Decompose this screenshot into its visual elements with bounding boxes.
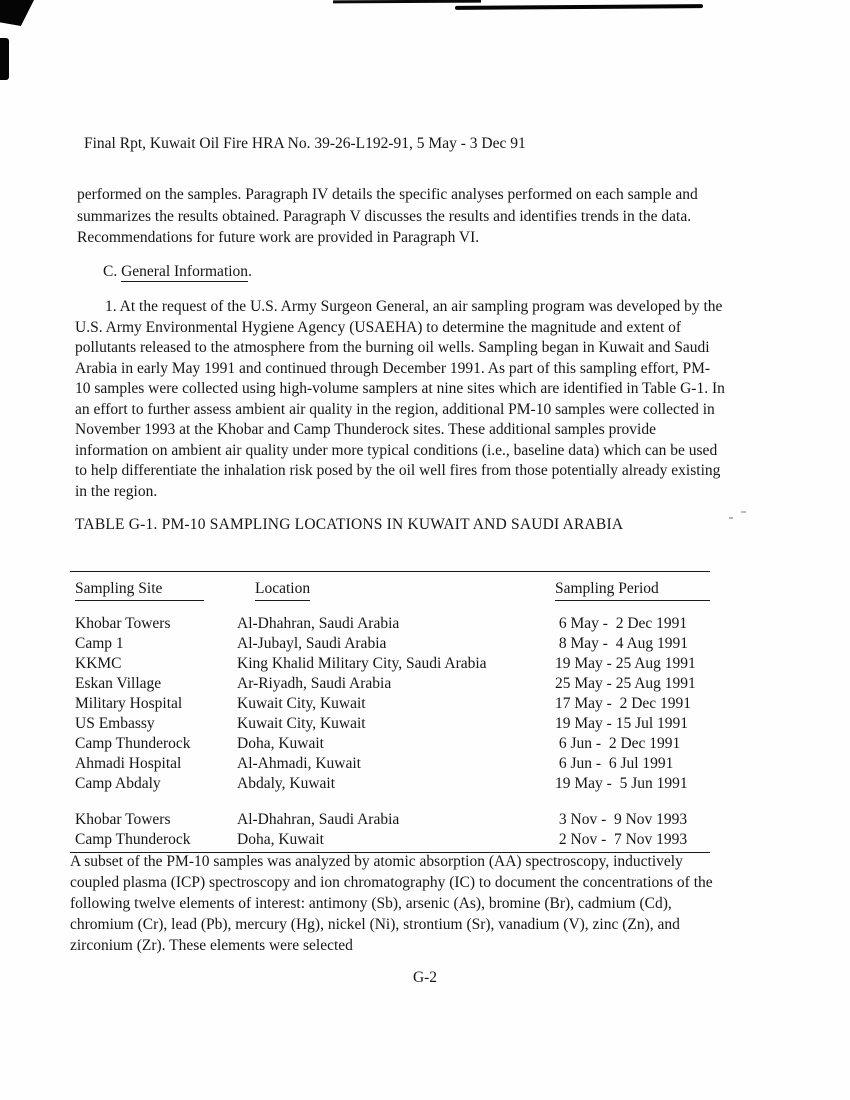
table-header-row: [70, 579, 710, 601]
cell-location: Al-Jubayl, Saudi Arabia: [237, 635, 387, 652]
scan-artifact-corner: [0, 0, 36, 26]
cell-period: 17 May - 2 Dec 1991: [555, 695, 692, 712]
page-number: G-2: [412, 969, 438, 986]
table-row: [70, 774, 710, 794]
cell-location: Ar-Riyadh, Saudi Arabia: [237, 675, 392, 692]
table-row: [70, 654, 710, 674]
cell-period: 19 May - 5 Jun 1991: [555, 775, 688, 792]
scan-artifact-streak-thin: [333, 0, 481, 3]
table-row: [70, 754, 710, 774]
cell-period: 8 May - 4 Aug 1991: [555, 635, 689, 652]
cell-location: Doha, Kuwait: [237, 831, 324, 848]
cell-site: Ahmadi Hospital: [75, 755, 182, 772]
paragraph-1: 1. At the request of the U.S. Army Surgeon General, an air sampling program was developed by the U.S. Army Environmental Hygiene Agency (USAEHA) to determine the magnitude and extent of pollutants released to the atmosphere from the burning oil wells. Sampling began in Kuwait and Saudi Arabia in early May 1991 and continued through December 1991. As part of this sampling effort, PM-10 samples were collected using high-volume samplers at nine sites which are identified in Table G-1. In an effort to further assess ambient air quality in the region, additional PM-10 samples were collected in November 1993 at the Khobar and Camp Thunderock sites. These additional samples provide information on ambient air quality under more typical conditions (i.e., baseline data) which can be used to help differentiate the inhalation risk posed by the oil well fires from those potentially already existing in the region.: [75, 298, 725, 500]
table-row: [70, 694, 710, 714]
section-heading-number: C.: [103, 263, 118, 280]
cell-period: 25 May - 25 Aug 1991: [555, 675, 696, 692]
sampling-locations-table: [70, 571, 710, 853]
section-heading: [103, 261, 252, 282]
cell-site: Khobar Towers: [75, 615, 171, 632]
table-row: [70, 714, 710, 734]
cell-site: Khobar Towers: [75, 811, 171, 828]
section-heading-period: .: [248, 263, 252, 280]
cell-location: Al-Ahmadi, Kuwait: [237, 755, 361, 772]
cell-period: 6 May - 2 Dec 1991: [555, 615, 688, 632]
cell-location: Doha, Kuwait: [237, 735, 324, 752]
cell-site: KKMC: [75, 655, 122, 672]
report-header-line: Final Rpt, Kuwait Oil Fire HRA No. 39-26-L192-91, 5 May - 3 Dec 91: [84, 135, 526, 152]
scan-artifact-edge-bar: [0, 38, 9, 80]
cell-location: Kuwait City, Kuwait: [237, 715, 366, 732]
table-row: [70, 614, 710, 634]
scan-artifact-dot: [741, 511, 746, 513]
section-heading-title: General Information: [121, 263, 249, 280]
table-row-gap: [70, 794, 710, 810]
cell-period: 6 Jun - 2 Dec 1991: [555, 735, 681, 752]
cell-location: Al-Dhahran, Saudi Arabia: [237, 811, 400, 828]
cell-site: US Embassy: [75, 715, 155, 732]
table-body: [70, 614, 710, 853]
table-row: [70, 674, 710, 694]
cell-period: 19 May - 25 Aug 1991: [555, 655, 696, 672]
cell-period: 6 Jun - 6 Jul 1991: [555, 755, 674, 772]
cell-site: Eskan Village: [75, 675, 162, 692]
cell-location: Abdaly, Kuwait: [237, 775, 336, 792]
table-row: [70, 830, 710, 853]
cell-site: Camp Thunderock: [75, 735, 191, 752]
cell-location: Al-Dhahran, Saudi Arabia: [237, 615, 400, 632]
scan-artifact-streak-thick: [455, 4, 703, 10]
column-header-sampling-period: Sampling Period: [555, 579, 710, 601]
closing-paragraph: A subset of the PM-10 samples was analyzed by atomic absorption (AA) spectroscopy, inductively coupled plasma (ICP) spectroscopy and ion chromatography (IC) to document the concentrations of the following twelve elements of interest: antimony (Sb), arsenic (As), bromine (Br), cadmium (Cd), chromium (Cr), lead (Pb), mercury (Hg), nickel (Ni), strontium (Sr), vanadium (V), zinc (Zn), and zirconium (Zr). These elements were selected: [70, 853, 713, 954]
cell-site: Military Hospital: [75, 695, 183, 712]
column-header-sampling-site: Sampling Site: [75, 579, 237, 601]
cell-site: Camp Thunderock: [75, 831, 191, 848]
intro-paragraph: performed on the samples. Paragraph IV details the specific analyses performed on each sample and summarizes the results obtained. Paragraph V discusses the results and identifies trends in the data. Recommendations for future work are provided in Paragraph VI.: [77, 186, 698, 246]
table-row: [70, 734, 710, 754]
table-title: TABLE G-1. PM-10 SAMPLING LOCATIONS IN KUWAIT AND SAUDI ARABIA: [75, 516, 624, 533]
cell-location: Kuwait City, Kuwait: [237, 695, 366, 712]
table-row: [70, 810, 710, 830]
cell-period: 19 May - 15 Jul 1991: [555, 715, 689, 732]
column-header-location: Location: [237, 579, 555, 601]
cell-period: 2 Nov - 7 Nov 1993: [555, 831, 688, 848]
cell-period: 3 Nov - 9 Nov 1993: [555, 811, 688, 828]
cell-site: Camp 1: [75, 635, 124, 652]
cell-site: Camp Abdaly: [75, 775, 161, 792]
table-row: [70, 634, 710, 654]
cell-location: King Khalid Military City, Saudi Arabia: [237, 655, 487, 672]
scan-artifact-dot: [729, 517, 733, 519]
